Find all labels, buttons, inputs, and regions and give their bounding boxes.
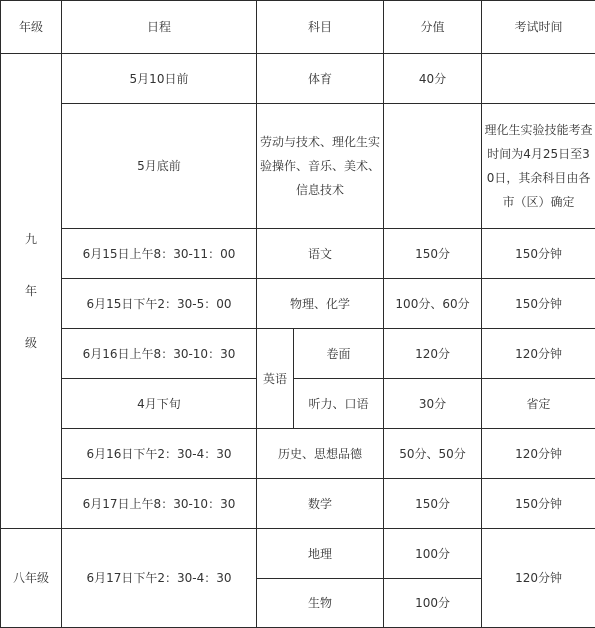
date-cell: 6月15日下午2：30-5：00 [62,279,257,329]
grade-nine-char: 年 [3,279,59,303]
grade-eight-cell: 八年级 [1,529,62,628]
subject-cell: 卷面 [294,329,384,379]
date-cell: 6月17日上午8：30-10：30 [62,479,257,529]
header-subject: 科目 [257,1,384,54]
table-row [1,279,595,329]
english-group-cell: 英语 [257,329,294,429]
score-cell: 40分 [384,54,482,104]
score-cell: 30分 [384,379,482,429]
subject-cell: 地理 [257,529,384,579]
table-row [1,479,595,529]
score-cell: 150分 [384,229,482,279]
subject-cell: 体育 [257,54,384,104]
score-cell [384,104,482,229]
subject-cell: 生物 [257,579,384,628]
score-cell: 120分 [384,329,482,379]
subject-cell: 数学 [257,479,384,529]
date-cell: 5月10日前 [62,54,257,104]
header-grade: 年级 [1,1,62,54]
subject-cell: 劳动与技术、理化生实验操作、音乐、美术、信息技术 [257,104,384,229]
header-row [1,1,595,54]
table-row [1,429,595,479]
score-cell: 150分 [384,479,482,529]
exam-time-cell [482,54,595,104]
score-cell: 100分 [384,529,482,579]
table-row [1,229,595,279]
grade-nine-cell [1,54,62,529]
header-exam-time: 考试时间 [482,1,595,54]
subject-cell: 历史、思想品德 [257,429,384,479]
exam-time-note: 理化生实验技能考查时间为4月25日至30日，其余科目由各市（区）确定 [482,104,595,229]
table-row [1,104,595,229]
exam-time-cell: 省定 [482,379,595,429]
date-cell: 6月16日下午2：30-4：30 [62,429,257,479]
date-cell: 6月17日下午2：30-4：30 [62,529,257,628]
exam-time-cell: 150分钟 [482,479,595,529]
exam-time-cell: 150分钟 [482,279,595,329]
subject-cell: 物理、化学 [257,279,384,329]
exam-time-cell: 120分钟 [482,429,595,479]
subject-cell: 听力、口语 [294,379,384,429]
table-row [1,329,595,379]
score-cell: 50分、50分 [384,429,482,479]
grade-nine-char: 级 [3,331,59,355]
date-cell: 4月下旬 [62,379,257,429]
table-row [1,529,595,579]
header-score: 分值 [384,1,482,54]
header-schedule: 日程 [62,1,257,54]
date-cell: 6月15日上午8：30-11：00 [62,229,257,279]
table-row [1,379,595,429]
score-cell: 100分 [384,579,482,628]
exam-time-cell: 150分钟 [482,229,595,279]
score-cell: 100分、60分 [384,279,482,329]
date-cell: 5月底前 [62,104,257,229]
exam-time-cell: 120分钟 [482,329,595,379]
subject-cell: 语文 [257,229,384,279]
exam-time-cell: 120分钟 [482,529,595,628]
date-cell: 6月16日上午8：30-10：30 [62,329,257,379]
grade-nine-char: 九 [3,227,59,251]
table-row [1,54,595,104]
